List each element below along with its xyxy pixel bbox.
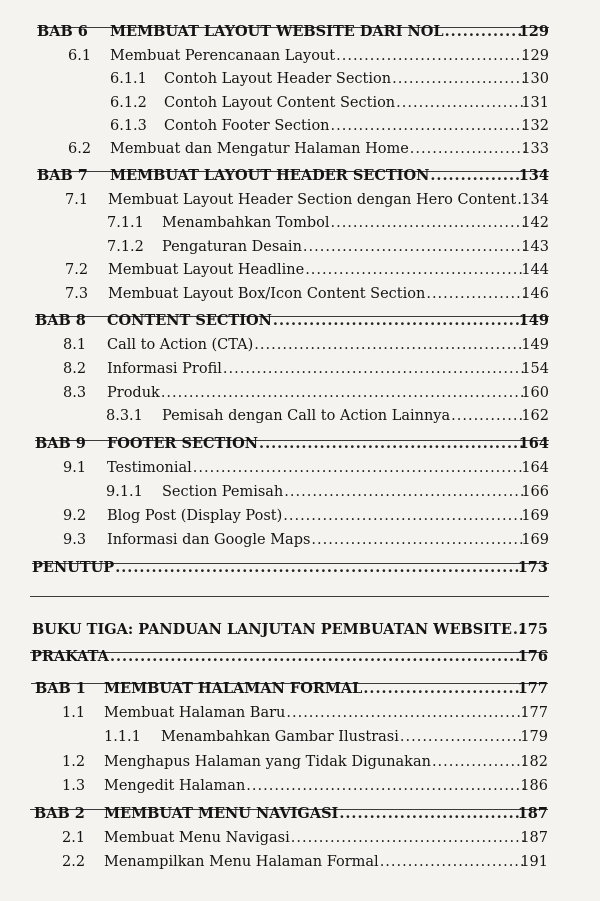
toc-entry [0,619,600,641]
toc-entry-page: 179 [520,729,548,745]
toc-entry-title: Membuat Layout Headline [108,262,305,278]
toc-entry-title: BUKU TIGA: PANDUAN LANJUTAN PEMBUATAN WEBSITE [32,621,512,638]
toc-entry-page: 182 [520,754,548,770]
toc-entry-title: Membuat Perencanaan Layout [110,48,336,64]
toc-entry-page: 149 [521,337,549,353]
toc-entry-title: Membuat Layout Header Section dengan Hero Content [108,192,517,208]
toc-entry-title: MEMBUAT LAYOUT WEBSITE DARI NOL [110,23,444,40]
toc-entry-title: Menambahkan Gambar Ilustrasi [161,729,399,745]
toc-entry-page: 164 [521,460,549,476]
toc-entry-number: BAB 7 [37,167,88,184]
toc-entry-number: 1.1 [62,705,86,721]
toc-entry [0,827,600,849]
toc-entry-title: Blog Post (Display Post) [107,508,283,524]
toc-entry-page: 132 [521,118,549,134]
toc-entry-number: 6.1.2 [110,95,147,111]
toc-entry-page: 175 [517,621,548,638]
toc-entry-page: 129 [518,23,549,40]
toc-entry [0,405,600,427]
toc-entry-number: 7.1.1 [107,215,144,231]
toc-entry-number: 6.2 [68,141,92,157]
toc-entry-title: Produk [107,385,160,401]
toc-entry-title: Informasi Profil [107,361,222,377]
toc-entry-number: 1.1.1 [104,729,141,745]
toc-entry-title: Contoh Footer Section [164,118,330,134]
toc-entry-title: Membuat Halaman Baru [104,705,286,721]
dot-leader [110,646,524,668]
toc-entry-title: Contoh Layout Header Section [164,71,392,87]
toc-entry [0,851,600,873]
toc-entry-page: 131 [521,95,549,111]
toc-entry-page: 133 [521,141,549,157]
toc-entry [0,481,600,503]
toc-entry-page: 177 [517,680,548,697]
toc-entry [0,283,600,305]
toc-entry-title: PENUTUP [32,559,115,576]
toc-entry-title: Pemisah dengan Call to Action Lainnya [162,408,451,424]
toc-entry [0,115,600,137]
toc-entry-page: 176 [517,648,548,665]
toc-entry-number: 6.1.1 [110,71,147,87]
toc-entry-page: 142 [521,215,549,231]
toc-entry-title: Menghapus Halaman yang Tidak Digunakan [104,754,431,770]
toc-entry-page: 187 [517,805,548,822]
dot-leader [223,358,525,380]
toc-entry-title: Membuat Layout Box/Icon Content Section [108,286,426,302]
toc-entry-number: 9.3 [63,532,87,548]
toc-entry-title: Section Pemisah [162,484,284,500]
toc-entry-page: 169 [521,532,549,548]
toc-entry-page: 187 [520,830,548,846]
toc-entry-number: BAB 8 [35,312,86,329]
toc-entry-title: Pengaturan Desain [162,239,302,255]
toc-entry-title: MEMBUAT MENU NAVIGASI [104,805,339,822]
toc-entry-page: 130 [521,71,549,87]
toc-entry [0,505,600,527]
toc-entry-title: FOOTER SECTION [107,435,259,452]
toc-entry-title: PRAKATA [31,648,109,665]
toc-entry-title: Membuat dan Mengatur Halaman Home [110,141,409,157]
toc-entry-page: 129 [521,48,549,64]
toc-entry-title: Mengedit Halaman [104,778,246,794]
toc-entry [0,557,600,579]
toc-entry [0,382,600,404]
toc-entry-number: 1.3 [62,778,86,794]
toc-entry [0,358,600,380]
toc-entry [0,529,600,551]
toc-entry-page: 173 [517,559,548,576]
toc-entry-title: MEMBUAT LAYOUT HEADER SECTION [110,167,430,184]
toc-entry [0,212,600,234]
toc-entry-page: 134 [521,192,549,208]
toc-entry [0,775,600,797]
toc-entry [0,259,600,281]
toc-entry-number: 9.2 [63,508,87,524]
toc-entry-page: 169 [521,508,549,524]
toc-entry-page: 143 [521,239,549,255]
dot-leader [246,775,524,797]
toc-entry-title: Menampilkan Menu Halaman Formal [104,854,379,870]
toc-entry-page: 162 [521,408,549,424]
dot-leader [254,334,525,356]
dot-leader [115,557,524,579]
toc-entry-number: 7.3 [65,286,89,302]
toc-entry-number: 8.3.1 [106,408,143,424]
toc-entry-title: Informasi dan Google Maps [107,532,311,548]
toc-entry [0,45,600,67]
toc-entry [0,236,600,258]
toc-entry [0,92,600,114]
toc-entry-page: 144 [521,262,549,278]
toc-entry [0,21,600,43]
dot-leader [161,382,525,404]
toc-entry-page: 186 [520,778,548,794]
toc-entry-title: Membuat Menu Navigasi [104,830,290,846]
toc-entry-title: Call to Action (CTA) [107,337,254,353]
toc-entry [0,646,600,668]
toc-entry-number: BAB 6 [37,23,88,40]
toc-entry-page: 149 [518,312,549,329]
toc-entry-number: 6.1 [68,48,92,64]
toc-entry-number: 9.1 [63,460,87,476]
toc-entry-title: Contoh Layout Content Section [164,95,396,111]
toc-entry-number: 2.1 [62,830,86,846]
toc-entry-number: 7.2 [65,262,89,278]
toc-entry-number: BAB 1 [35,680,86,697]
toc-entry [0,433,600,455]
toc-entry-title: Menambahkan Tombol [162,215,330,231]
toc-entry-number: BAB 9 [35,435,86,452]
toc-entry [0,803,600,825]
toc-entry-number: 8.3 [63,385,87,401]
dot-leader [259,433,525,455]
toc-entry [0,457,600,479]
toc-entry-page: 164 [518,435,549,452]
toc-entry-number: 2.2 [62,854,86,870]
toc-entry-page: 146 [521,286,549,302]
toc-entry-page: 191 [520,854,548,870]
toc-entry-page: 166 [521,484,549,500]
toc-entry-number: 7.1 [65,192,89,208]
section-divider [30,596,549,597]
toc-entry [0,678,600,700]
toc-entry [0,68,600,90]
toc-entry-number: 9.1.1 [106,484,143,500]
toc-entry-title: CONTENT SECTION [107,312,272,329]
toc-entry-title: Testimonial [107,460,192,476]
toc-entry [0,165,600,187]
toc-entry-number: 7.1.2 [107,239,144,255]
toc-entry-title: MEMBUAT HALAMAN FORMAL [104,680,363,697]
toc-entry [0,189,600,211]
toc-entry-page: 177 [520,705,548,721]
toc-entry [0,726,600,748]
toc-entry-page: 154 [521,361,549,377]
toc-entry-page: 160 [521,385,549,401]
toc-entry [0,702,600,724]
toc-entry [0,310,600,332]
toc-entry-number: 8.1 [63,337,87,353]
toc-entry [0,334,600,356]
toc-entry-number: 8.2 [63,361,87,377]
toc-entry-number: BAB 2 [34,805,85,822]
dot-leader [193,457,525,479]
toc-entry-number: 6.1.3 [110,118,147,134]
toc-entry-number: 1.2 [62,754,86,770]
toc-entry [0,138,600,160]
toc-entry [0,751,600,773]
toc-entry-page: 134 [518,167,549,184]
dot-leader [273,310,525,332]
